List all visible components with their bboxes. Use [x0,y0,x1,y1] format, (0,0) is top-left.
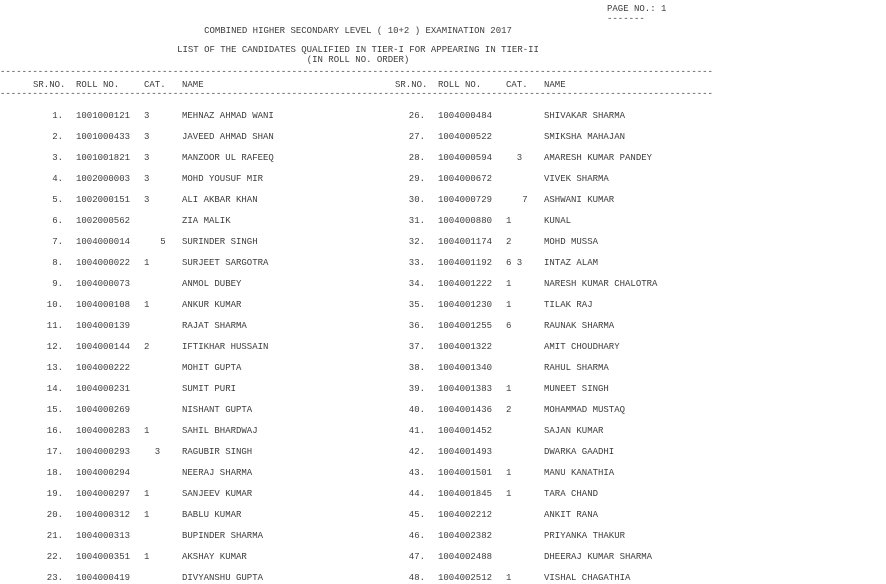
candidate-row [0,216,360,226]
candidate-row [0,447,360,457]
candidate-row [0,111,360,121]
candidate-row [0,153,360,163]
name-cell: MANZOOR UL RAFEEQ [182,153,274,163]
name-cell: ZIA MALIK [182,216,231,226]
candidate-row [362,426,722,436]
sr-no-cell: 18. [46,468,63,478]
name-cell: DHEERAJ KUMAR SHARMA [544,552,653,562]
sr-no-cell: 36. [408,321,425,331]
roll-no-cell: 1004000484 [438,111,493,121]
name-cell: SHIVAKAR SHARMA [544,111,626,121]
sr-no-cell: 43. [408,468,425,478]
candidate-row [0,279,360,289]
roll-no-cell: 1004001222 [438,279,493,289]
name-cell: VISHAL CHAGATHIA [544,573,631,583]
candidate-row [362,174,722,184]
sr-no-cell: 21. [46,531,63,541]
name-cell: SAHIL BHARDWAJ [182,426,258,436]
roll-no-cell: 1004000419 [76,573,131,583]
roll-no-cell: 1004000022 [76,258,131,268]
roll-no-cell: 1004001255 [438,321,493,331]
name-cell: TARA CHAND [544,489,599,499]
cat-cell: 2 [144,342,150,352]
roll-no-cell: 1004002382 [438,531,493,541]
cat-cell: 3 [144,174,150,184]
sort-order-note: (IN ROLL NO. ORDER) [306,55,410,65]
roll-no-cell: 1004001493 [438,447,493,457]
candidate-row [362,468,722,478]
roll-no-cell: 1004000522 [438,132,493,142]
sr-no-cell: 26. [408,111,425,121]
name-cell: MOHD YOUSUF MIR [182,174,264,184]
cat-cell: 2 [506,237,512,247]
sr-no-cell: 5. [52,195,63,205]
candidate-row [362,195,722,205]
name-cell: SAJAN KUMAR [544,426,604,436]
roll-no-cell: 1004000729 [438,195,493,205]
cat-cell: 1 [144,258,150,268]
sr-no-cell: 46. [408,531,425,541]
cat-cell: 1 [506,384,512,394]
cat-cell: 5 [144,237,166,247]
sr-no-cell: 2. [52,132,63,142]
sr-no-cell: 42. [408,447,425,457]
candidate-row [0,531,360,541]
page-number-underline: ------- [607,14,645,24]
separator-line-top: ------------------------------------------------------------------------------------------------------------------------------------ [0,67,713,77]
name-cell: DWARKA GAADHI [544,447,615,457]
name-cell: SANJEEV KUMAR [182,489,253,499]
sr-no-cell: 38. [408,363,425,373]
roll-no-cell: 1004000672 [438,174,493,184]
cat-cell: 3 [144,447,161,457]
sr-no-cell: 8. [52,258,63,268]
page-number: PAGE NO.: 1 [607,4,667,14]
sr-no-cell: 1. [52,111,63,121]
name-cell: MOHIT GUPTA [182,363,242,373]
name-cell: ANKUR KUMAR [182,300,242,310]
roll-no-cell: 1004000594 [438,153,493,163]
sr-no-cell: 22. [46,552,63,562]
roll-no-cell: 1004000294 [76,468,131,478]
cat-cell: 1 [144,300,150,310]
candidate-row [362,447,722,457]
candidate-row [0,405,360,415]
sr-no-cell: 13. [46,363,63,373]
cat-cell: 1 [144,426,150,436]
sr-no-cell: 3. [52,153,63,163]
candidate-row [362,384,722,394]
cat-cell: 1 [506,279,512,289]
sr-no-cell: 39. [408,384,425,394]
candidate-row [0,363,360,373]
sr-no-cell: 4. [52,174,63,184]
candidate-row [362,258,722,268]
roll-no-cell: 1004001845 [438,489,493,499]
roll-no-cell: 1004002488 [438,552,493,562]
sr-no-cell: 17. [46,447,63,457]
exam-title: COMBINED HIGHER SECONDARY LEVEL ( 10+2 ) EXAMINATION 2017 [204,26,512,36]
cat-cell: 2 [506,405,512,415]
roll-no-cell: 1004000313 [76,531,131,541]
name-cell: RAHUL SHARMA [544,363,609,373]
roll-no-cell: 1004000880 [438,216,493,226]
cat-cell: 3 [144,132,150,142]
name-cell: RAUNAK SHARMA [544,321,615,331]
cat-cell: 1 [506,216,512,226]
roll-no-cell: 1004001322 [438,342,493,352]
roll-no-cell: 1004001436 [438,405,493,415]
candidate-row [362,489,722,499]
roll-no-cell: 1001001821 [76,153,131,163]
header-roll-no: ROLL NO. [438,80,482,90]
sr-no-cell: 33. [408,258,425,268]
candidate-row [362,153,722,163]
cat-cell: 6 [506,321,512,331]
candidate-row [0,321,360,331]
cat-cell: 3 [506,153,523,163]
header-cat: CAT. [506,80,528,90]
roll-no-cell: 1004000312 [76,510,131,520]
candidate-row [362,321,722,331]
roll-no-cell: 1004000144 [76,342,131,352]
candidate-row [0,132,360,142]
candidate-row [0,426,360,436]
roll-no-cell: 1004000139 [76,321,131,331]
sr-no-cell: 14. [46,384,63,394]
name-cell: RAGUBIR SINGH [182,447,253,457]
name-cell: NARESH KUMAR CHALOTRA [544,279,658,289]
name-cell: ANMOL DUBEY [182,279,242,289]
name-cell: ALI AKBAR KHAN [182,195,258,205]
list-subtitle: LIST OF THE CANDIDATES QUALIFIED IN TIER-I FOR APPEARING IN TIER-II [177,45,539,55]
candidate-row [362,510,722,520]
name-cell: PRIYANKA THAKUR [544,531,626,541]
name-cell: MOHAMMAD MUSTAQ [544,405,626,415]
header-roll-no: ROLL NO. [76,80,120,90]
name-cell: MOHD MUSSA [544,237,599,247]
candidate-row [362,552,722,562]
cat-cell: 7 [506,195,528,205]
name-cell: SURINDER SINGH [182,237,258,247]
name-cell: BUPINDER SHARMA [182,531,264,541]
candidate-row [0,237,360,247]
sr-no-cell: 31. [408,216,425,226]
candidate-row [0,510,360,520]
name-cell: NEERAJ SHARMA [182,468,253,478]
sr-no-cell: 48. [408,573,425,583]
cat-cell: 1 [144,489,150,499]
cat-cell: 6 3 [506,258,523,268]
candidate-row [0,384,360,394]
roll-no-cell: 1004001192 [438,258,493,268]
name-cell: DIVYANSHU GUPTA [182,573,264,583]
name-cell: MUNEET SINGH [544,384,609,394]
candidate-row [362,237,722,247]
roll-no-cell: 1004001340 [438,363,493,373]
roll-no-cell: 1004001230 [438,300,493,310]
candidate-row [362,342,722,352]
roll-no-cell: 1001000433 [76,132,131,142]
name-cell: AKSHAY KUMAR [182,552,247,562]
candidate-row [362,279,722,289]
candidate-row [362,111,722,121]
roll-no-cell: 1004001174 [438,237,493,247]
sr-no-cell: 45. [408,510,425,520]
name-cell: BABLU KUMAR [182,510,242,520]
candidate-row [0,300,360,310]
candidate-row [362,300,722,310]
roll-no-cell: 1002000003 [76,174,131,184]
sr-no-cell: 44. [408,489,425,499]
sr-no-cell: 41. [408,426,425,436]
header-name: NAME [182,80,204,90]
roll-no-cell: 1002000151 [76,195,131,205]
roll-no-cell: 1004000108 [76,300,131,310]
cat-cell: 3 [144,111,150,121]
cat-cell: 3 [144,153,150,163]
name-cell: SURJEET SARGOTRA [182,258,269,268]
roll-no-cell: 1004000283 [76,426,131,436]
header-sr-no: SR.NO. [395,80,428,90]
sr-no-cell: 16. [46,426,63,436]
name-cell: ASHWANI KUMAR [544,195,615,205]
roll-no-cell: 1004002212 [438,510,493,520]
candidate-row [0,195,360,205]
name-cell: KUNAL [544,216,572,226]
name-cell: AMARESH KUMAR PANDEY [544,153,653,163]
candidate-row [362,573,722,583]
sr-no-cell: 40. [408,405,425,415]
candidate-row [0,489,360,499]
sr-no-cell: 7. [52,237,63,247]
sr-no-cell: 34. [408,279,425,289]
sr-no-cell: 10. [46,300,63,310]
cat-cell: 1 [144,510,150,520]
sr-no-cell: 27. [408,132,425,142]
name-cell: RAJAT SHARMA [182,321,247,331]
candidate-row [0,573,360,583]
candidate-row [0,174,360,184]
roll-no-cell: 1004001383 [438,384,493,394]
roll-no-cell: 1004002512 [438,573,493,583]
sr-no-cell: 11. [46,321,63,331]
sr-no-cell: 32. [408,237,425,247]
sr-no-cell: 9. [52,279,63,289]
separator-line-bottom: ------------------------------------------------------------------------------------------------------------------------------------ [0,89,713,99]
cat-cell: 1 [506,573,512,583]
name-cell: INTAZ ALAM [544,258,599,268]
name-cell: JAVEED AHMAD SHAN [182,132,274,142]
name-cell: IFTIKHAR HUSSAIN [182,342,269,352]
roll-no-cell: 1004000231 [76,384,131,394]
name-cell: TILAK RAJ [544,300,593,310]
candidate-row [0,258,360,268]
sr-no-cell: 37. [408,342,425,352]
roll-no-cell: 1001000121 [76,111,131,121]
name-cell: MEHNAZ AHMAD WANI [182,111,274,121]
sr-no-cell: 19. [46,489,63,499]
header-sr-no: SR.NO. [33,80,66,90]
candidate-row [362,405,722,415]
name-cell: MANU KANATHIA [544,468,615,478]
cat-cell: 1 [506,468,512,478]
roll-no-cell: 1004001452 [438,426,493,436]
candidate-row [362,531,722,541]
roll-no-cell: 1004000269 [76,405,131,415]
candidate-row [362,216,722,226]
sr-no-cell: 47. [408,552,425,562]
roll-no-cell: 1002000562 [76,216,131,226]
name-cell: SMIKSHA MAHAJAN [544,132,626,142]
roll-no-cell: 1004001501 [438,468,493,478]
header-cat: CAT. [144,80,166,90]
sr-no-cell: 35. [408,300,425,310]
roll-no-cell: 1004000073 [76,279,131,289]
name-cell: VIVEK SHARMA [544,174,609,184]
sr-no-cell: 28. [408,153,425,163]
candidate-row [0,468,360,478]
roll-no-cell: 1004000293 [76,447,131,457]
name-cell: SUMIT PURI [182,384,237,394]
roll-no-cell: 1004000222 [76,363,131,373]
sr-no-cell: 12. [46,342,63,352]
candidate-row [0,342,360,352]
sr-no-cell: 30. [408,195,425,205]
roll-no-cell: 1004000351 [76,552,131,562]
cat-cell: 1 [506,489,512,499]
sr-no-cell: 29. [408,174,425,184]
roll-no-cell: 1004000014 [76,237,131,247]
sr-no-cell: 6. [52,216,63,226]
cat-cell: 1 [506,300,512,310]
sr-no-cell: 15. [46,405,63,415]
candidate-row [362,132,722,142]
name-cell: AMIT CHOUDHARY [544,342,620,352]
name-cell: ANKIT RANA [544,510,599,520]
sr-no-cell: 23. [46,573,63,583]
roll-no-cell: 1004000297 [76,489,131,499]
header-name: NAME [544,80,566,90]
name-cell: NISHANT GUPTA [182,405,253,415]
candidate-row [362,363,722,373]
cat-cell: 3 [144,195,150,205]
sr-no-cell: 20. [46,510,63,520]
cat-cell: 1 [144,552,150,562]
candidate-row [0,552,360,562]
